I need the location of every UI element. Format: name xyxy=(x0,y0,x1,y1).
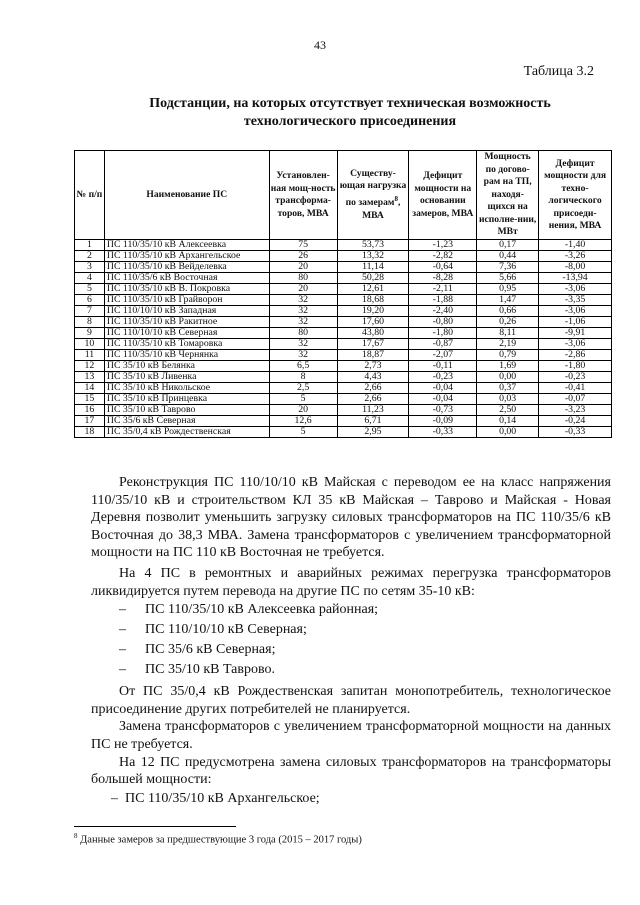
footnote xyxy=(74,832,362,846)
list-item xyxy=(91,640,611,660)
table-caption xyxy=(100,95,600,131)
cell-load: 17,67 xyxy=(337,339,409,350)
cell-num: 9 xyxy=(75,328,105,339)
dash: – xyxy=(119,642,126,658)
paragraph-reconstruction: Реконструкция ПС 110/10/10 кВ Майская с переводом ее на класс напряжения 110/35/10 кВ и строительством КЛ 35 кВ Майская – Таврово и Майская - Новая Деревня позволит уменьшить загрузку силовых трансформаторов на ПС 110/35/6 кВ Восточная до 38,3 МВА. Замена трансформаторов с увеличением трансформаторной мощности на ПС 110 кВ Восточная не требуется. xyxy=(91,475,611,561)
cell-capacity: 12,6 xyxy=(269,416,337,427)
footnote-mark: 8 xyxy=(394,194,398,203)
cell-capacity: 75 xyxy=(269,240,337,251)
header-load-text: Существу-ющая нагрузка по замерам xyxy=(339,167,407,209)
cell-num: 14 xyxy=(75,383,105,394)
cell-tech-deficit: -1,80 xyxy=(539,361,612,372)
substations-table xyxy=(74,150,612,438)
header-num: № п/п xyxy=(75,151,105,240)
cell-contract: 0,17 xyxy=(477,240,539,251)
cell-deficit: -8,28 xyxy=(409,273,477,284)
table-row xyxy=(75,328,612,339)
list-item-text: ПС 35/10 кВ Таврово. xyxy=(145,662,276,678)
paragraph-no-replacement: Замена трансформаторов с увеличением трансформаторной мощности на данных ПС не требуется. xyxy=(91,719,611,752)
cell-name: ПС 35/10 кВ Никольское xyxy=(104,383,269,394)
cell-capacity: 32 xyxy=(269,350,337,361)
table-row xyxy=(75,273,612,284)
cell-tech-deficit: -3,35 xyxy=(539,295,612,306)
header-load-unit: , МВА xyxy=(362,197,401,221)
cell-name: ПС 35/6 кВ Северная xyxy=(104,416,269,427)
cell-contract: 0,66 xyxy=(477,306,539,317)
table-caption-line-2: технологического присоединения xyxy=(243,114,457,129)
cell-deficit: -0,11 xyxy=(409,361,477,372)
header-capacity: Установлен-ная мощ-ность трансформа-торов, МВА xyxy=(269,151,337,240)
cell-deficit: -0,80 xyxy=(409,317,477,328)
page-number: 43 xyxy=(314,38,326,52)
cell-num: 15 xyxy=(75,394,105,405)
list-item-text: ПС 110/35/10 кВ Архангельское; xyxy=(125,790,320,806)
cell-capacity: 20 xyxy=(269,262,337,273)
cell-name: ПС 110/35/10 кВ Чернянка xyxy=(104,350,269,361)
cell-contract: 0,79 xyxy=(477,350,539,361)
cell-deficit: -2,11 xyxy=(409,284,477,295)
list-item xyxy=(91,789,611,809)
table-row xyxy=(75,361,612,372)
cell-capacity: 5 xyxy=(269,427,337,438)
cell-tech-deficit: -9,91 xyxy=(539,328,612,339)
cell-tech-deficit: -3,26 xyxy=(539,251,612,262)
cell-num: 5 xyxy=(75,284,105,295)
cell-tech-deficit: -1,06 xyxy=(539,317,612,328)
cell-num: 12 xyxy=(75,361,105,372)
cell-contract: 0,00 xyxy=(477,372,539,383)
cell-deficit: -0,64 xyxy=(409,262,477,273)
cell-name: ПС 35/10 кВ Белянка xyxy=(104,361,269,372)
cell-load: 2,73 xyxy=(337,361,409,372)
cell-name: ПС 110/35/10 кВ Архангельское xyxy=(104,251,269,262)
cell-load: 11,14 xyxy=(337,262,409,273)
cell-capacity: 8 xyxy=(269,372,337,383)
footnote-text: Данные замеров за предшествующие 3 года (2015 – 2017 годы) xyxy=(80,834,362,846)
cell-tech-deficit: -3,06 xyxy=(539,306,612,317)
table-header-row xyxy=(75,151,612,240)
cell-name: ПС 110/35/10 кВ Грайворон xyxy=(104,295,269,306)
cell-tech-deficit: -1,40 xyxy=(539,240,612,251)
header-name: Наименование ПС xyxy=(104,151,269,240)
header-contract: Мощность по догово-рам на ТП, находя-щихся на исполне-нии, МВт xyxy=(477,151,539,240)
cell-deficit: -0,73 xyxy=(409,405,477,416)
header-tech-deficit: Дефицит мощности для техно-логического присоеди-нения, МВА xyxy=(539,151,612,240)
cell-deficit: -2,82 xyxy=(409,251,477,262)
cell-load: 2,66 xyxy=(337,394,409,405)
cell-deficit: -2,07 xyxy=(409,350,477,361)
cell-load: 17,60 xyxy=(337,317,409,328)
cell-load: 50,28 xyxy=(337,273,409,284)
paragraph-overload: На 4 ПС в ремонтных и аварийных режимах перегрузка трансформаторов ликвидируется путем перевода на другие ПС по сетям 35-10 кВ: xyxy=(91,565,611,599)
cell-capacity: 32 xyxy=(269,295,337,306)
cell-capacity: 6,5 xyxy=(269,361,337,372)
table-row xyxy=(75,405,612,416)
cell-num: 7 xyxy=(75,306,105,317)
cell-num: 8 xyxy=(75,317,105,328)
paragraph-replacement: На 12 ПС предусмотрена замена силовых трансформаторов на трансформаторы большей мощности: xyxy=(91,754,611,788)
table-row xyxy=(75,350,612,361)
overload-list xyxy=(91,600,611,680)
cell-deficit: -2,40 xyxy=(409,306,477,317)
cell-tech-deficit: -0,24 xyxy=(539,416,612,427)
cell-tech-deficit: -3,06 xyxy=(539,339,612,350)
table-caption-line-1: Подстанции, на которых отсутствует техническая возможность xyxy=(149,96,551,111)
cell-name: ПС 110/35/6 кВ Восточная xyxy=(104,273,269,284)
cell-tech-deficit: -2,86 xyxy=(539,350,612,361)
cell-capacity: 32 xyxy=(269,317,337,328)
cell-num: 11 xyxy=(75,350,105,361)
list-item xyxy=(91,620,611,640)
cell-deficit: -0,23 xyxy=(409,372,477,383)
cell-contract: 1,47 xyxy=(477,295,539,306)
list-item-text: ПС 35/6 кВ Северная; xyxy=(145,642,276,658)
cell-name: ПС 35/0,4 кВ Рождественская xyxy=(104,427,269,438)
table-row xyxy=(75,416,612,427)
cell-tech-deficit: -0,33 xyxy=(539,427,612,438)
cell-tech-deficit: -0,23 xyxy=(539,372,612,383)
header-deficit: Дефицит мощности на основании замеров, МВА xyxy=(409,151,477,240)
cell-contract: 0,00 xyxy=(477,427,539,438)
list-item-text: ПС 110/10/10 кВ Северная; xyxy=(145,622,307,638)
table-row xyxy=(75,317,612,328)
cell-contract: 0,26 xyxy=(477,317,539,328)
cell-name: ПС 110/10/10 кВ Северная xyxy=(104,328,269,339)
cell-num: 3 xyxy=(75,262,105,273)
table-row xyxy=(75,262,612,273)
cell-contract: 8,11 xyxy=(477,328,539,339)
replacement-list xyxy=(91,789,611,809)
cell-name: ПС 110/35/10 кВ Алексеевка xyxy=(104,240,269,251)
table-row xyxy=(75,295,612,306)
table-row xyxy=(75,251,612,262)
body-text xyxy=(91,474,611,812)
cell-deficit: -0,33 xyxy=(409,427,477,438)
table-row xyxy=(75,306,612,317)
cell-load: 18,68 xyxy=(337,295,409,306)
footnote-divider xyxy=(74,826,236,827)
table-row xyxy=(75,394,612,405)
cell-capacity: 80 xyxy=(269,273,337,284)
cell-load: 13,32 xyxy=(337,251,409,262)
cell-tech-deficit: -3,23 xyxy=(539,405,612,416)
cell-capacity: 5 xyxy=(269,394,337,405)
cell-name: ПС 35/10 кВ Ливенка xyxy=(104,372,269,383)
cell-load: 2,66 xyxy=(337,383,409,394)
cell-load: 19,20 xyxy=(337,306,409,317)
cell-contract: 0,44 xyxy=(477,251,539,262)
cell-capacity: 32 xyxy=(269,306,337,317)
list-item xyxy=(91,660,611,680)
cell-num: 2 xyxy=(75,251,105,262)
cell-num: 17 xyxy=(75,416,105,427)
table-row xyxy=(75,284,612,295)
cell-num: 1 xyxy=(75,240,105,251)
cell-capacity: 26 xyxy=(269,251,337,262)
cell-num: 10 xyxy=(75,339,105,350)
cell-name: ПС 110/35/10 кВ В. Покровка xyxy=(104,284,269,295)
cell-num: 6 xyxy=(75,295,105,306)
header-load xyxy=(337,151,409,240)
cell-tech-deficit: -13,94 xyxy=(539,273,612,284)
list-item xyxy=(91,600,611,620)
cell-deficit: -0,04 xyxy=(409,394,477,405)
cell-deficit: -0,04 xyxy=(409,383,477,394)
cell-name: ПС 35/10 кВ Таврово xyxy=(104,405,269,416)
cell-deficit: -0,09 xyxy=(409,416,477,427)
cell-name: ПС 110/10/10 кВ Западная xyxy=(104,306,269,317)
cell-capacity: 80 xyxy=(269,328,337,339)
cell-deficit: -1,23 xyxy=(409,240,477,251)
list-item-text: ПС 110/35/10 кВ Алексеевка районная; xyxy=(145,602,379,618)
table-row xyxy=(75,240,612,251)
cell-load: 4,43 xyxy=(337,372,409,383)
cell-num: 4 xyxy=(75,273,105,284)
cell-load: 6,71 xyxy=(337,416,409,427)
dash: – xyxy=(119,622,126,638)
cell-tech-deficit: -8,00 xyxy=(539,262,612,273)
cell-contract: 2,19 xyxy=(477,339,539,350)
table-row xyxy=(75,339,612,350)
cell-deficit: -0,87 xyxy=(409,339,477,350)
cell-load: 12,61 xyxy=(337,284,409,295)
cell-name: ПС 110/35/10 кВ Томаровка xyxy=(104,339,269,350)
table-row xyxy=(75,383,612,394)
cell-load: 2,95 xyxy=(337,427,409,438)
cell-load: 18,87 xyxy=(337,350,409,361)
table-label: Таблица 3.2 xyxy=(523,64,594,79)
cell-num: 16 xyxy=(75,405,105,416)
cell-load: 53,73 xyxy=(337,240,409,251)
cell-name: ПС 110/35/10 кВ Ракитное xyxy=(104,317,269,328)
paragraph-monoconsumer: От ПС 35/0,4 кВ Рождественская запитан монопотребитель, технологическое присоединение других потребителей не планируется. xyxy=(91,684,611,717)
cell-name: ПС 110/35/10 кВ Вейделевка xyxy=(104,262,269,273)
cell-capacity: 2,5 xyxy=(269,383,337,394)
cell-contract: 7,36 xyxy=(477,262,539,273)
table-row xyxy=(75,372,612,383)
cell-contract: 0,14 xyxy=(477,416,539,427)
cell-contract: 1,69 xyxy=(477,361,539,372)
cell-tech-deficit: -0,07 xyxy=(539,394,612,405)
cell-deficit: -1,88 xyxy=(409,295,477,306)
cell-contract: 0,95 xyxy=(477,284,539,295)
cell-load: 43,80 xyxy=(337,328,409,339)
cell-name: ПС 35/10 кВ Принцевка xyxy=(104,394,269,405)
cell-tech-deficit: -0,41 xyxy=(539,383,612,394)
cell-num: 13 xyxy=(75,372,105,383)
cell-capacity: 20 xyxy=(269,405,337,416)
cell-contract: 0,03 xyxy=(477,394,539,405)
cell-contract: 5,66 xyxy=(477,273,539,284)
dash: – xyxy=(111,790,118,806)
cell-contract: 2,50 xyxy=(477,405,539,416)
cell-load: 11,23 xyxy=(337,405,409,416)
cell-capacity: 32 xyxy=(269,339,337,350)
cell-num: 18 xyxy=(75,427,105,438)
cell-capacity: 20 xyxy=(269,284,337,295)
table-row xyxy=(75,427,612,438)
cell-tech-deficit: -3,06 xyxy=(539,284,612,295)
dash: – xyxy=(119,662,126,678)
cell-contract: 0,37 xyxy=(477,383,539,394)
dash: – xyxy=(119,602,126,618)
table-body xyxy=(75,240,612,438)
cell-deficit: -1,80 xyxy=(409,328,477,339)
footnote-number: 8 xyxy=(74,832,78,840)
